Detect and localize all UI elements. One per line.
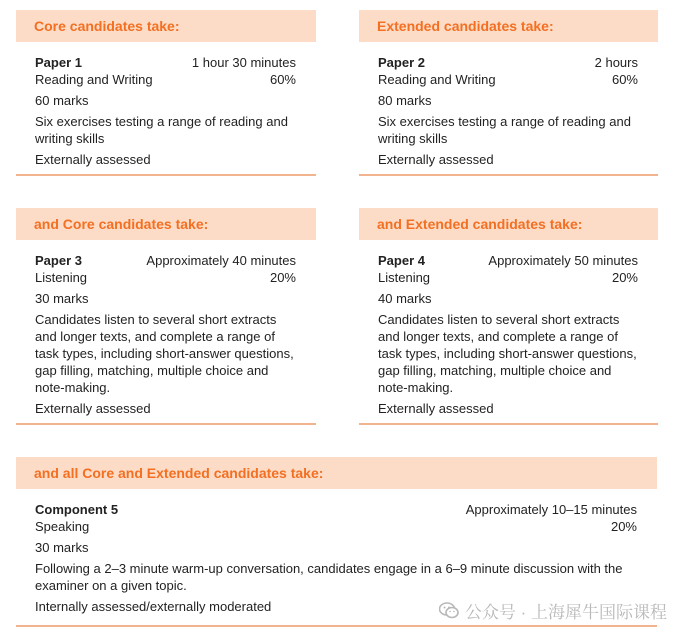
marks: 40 marks: [378, 291, 432, 306]
duration: 1 hour 30 minutes: [191, 55, 296, 70]
assessment: Externally assessed: [35, 401, 151, 416]
core-listening-box: [16, 208, 316, 425]
core-candidates-box: [16, 10, 316, 176]
paper-name: Paper 3: [35, 253, 82, 268]
paper-name: Paper 2: [378, 55, 425, 70]
assessment: Externally assessed: [378, 401, 494, 416]
marks: 30 marks: [35, 291, 89, 306]
weight: 20%: [269, 270, 296, 285]
watermark: [439, 598, 667, 623]
description: Candidates listen to several short extracts and longer texts, and complete a range of task types, including short-answer questions, gap filling, matching, multiple choice and note-making.: [35, 312, 294, 395]
duration: Approximately 50 minutes: [488, 253, 638, 268]
box-header: and Core candidates take:: [16, 208, 316, 240]
box-header: and all Core and Extended candidates take:: [16, 457, 657, 489]
description: Six exercises testing a range of reading and writing skills: [378, 114, 631, 146]
weight: 20%: [610, 519, 637, 534]
wechat-icon: [439, 602, 459, 619]
paper-name: Paper 4: [378, 253, 425, 268]
skill: Listening: [35, 270, 88, 285]
duration: Approximately 40 minutes: [146, 253, 296, 268]
duration: Approximately 10–15 minutes: [465, 502, 637, 517]
duration: 2 hours: [594, 55, 638, 70]
box-header: and Extended candidates take:: [359, 208, 658, 240]
marks: 30 marks: [35, 540, 89, 555]
paper-name: Component 5: [35, 502, 119, 517]
description: Candidates listen to several short extracts and longer texts, and complete a range of task types, including short-answer questions, gap filling, matching, multiple choice and note-making.: [378, 312, 637, 395]
weight: 60%: [269, 72, 296, 87]
extended-listening-box: [359, 208, 658, 425]
description: Following a 2–3 minute warm-up conversation, candidates engage in a 6–9 minute discussion with the examiner on a given topic.: [35, 561, 623, 593]
skill: Reading and Writing: [378, 72, 496, 87]
paper-name: Paper 1: [35, 55, 82, 70]
box-header: Extended candidates take:: [359, 10, 658, 42]
watermark-text: 公众号 · 上海犀牛国际课程: [464, 603, 667, 622]
skill: Reading and Writing: [35, 72, 153, 87]
assessment: Externally assessed: [378, 152, 494, 167]
marks: 60 marks: [35, 93, 89, 108]
assessment: Internally assessed/externally moderated: [35, 599, 272, 614]
skill: Listening: [378, 270, 431, 285]
assessment: Externally assessed: [35, 152, 151, 167]
skill: Speaking: [35, 519, 90, 534]
description: Six exercises testing a range of reading and writing skills: [35, 114, 288, 146]
marks: 80 marks: [378, 93, 432, 108]
weight: 60%: [611, 72, 638, 87]
weight: 20%: [611, 270, 638, 285]
extended-candidates-box: [359, 10, 658, 176]
box-header: Core candidates take:: [16, 10, 316, 42]
